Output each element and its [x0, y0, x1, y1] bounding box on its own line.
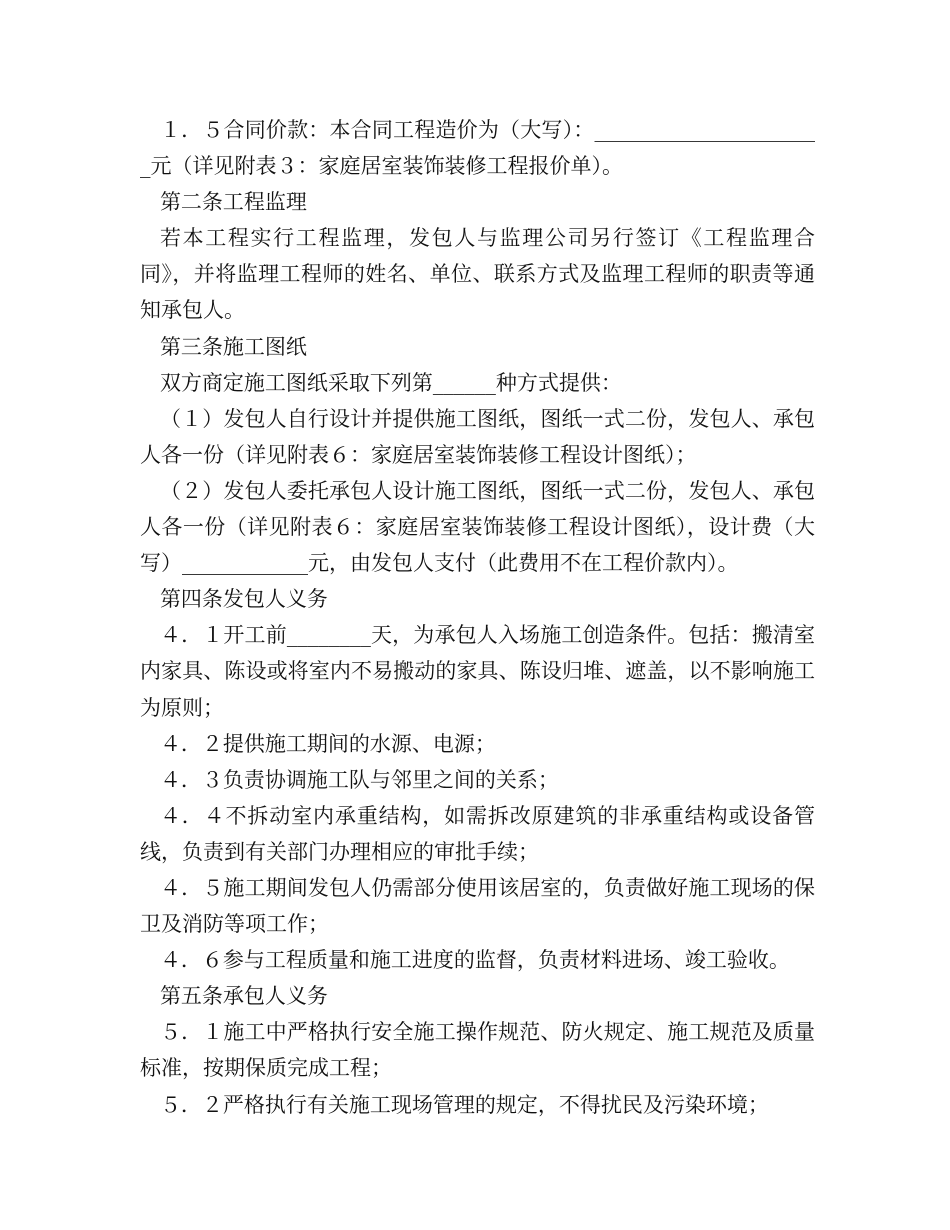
clause-1-5-contract-price: １．５合同价款：本合同工程造价为（大写）：______________________元（详见附表３：家庭居室装饰装修工程报价单）。: [140, 118, 815, 179]
article-3-option-1: （１）发包人自行设计并提供施工图纸，图纸一式二份，发包人、承包人各一份（详见附表６：家庭居室装饰装修工程设计图纸）；: [140, 406, 815, 467]
clause-4-5: ４．５施工期间发包人仍需部分使用该居室的，负责做好施工现场的保卫及消防等项工作；: [140, 875, 815, 937]
clause-5-2: ５．２严格执行有关施工现场管理的规定，不得扰民及污染环境；: [159, 1092, 769, 1117]
article-4-heading: 第四条发包人义务: [159, 587, 328, 612]
article-3-option-2: （２）发包人委托承包人设计施工图纸，图纸一式二份，发包人、承包人各一份（详见附表６：家庭居室装饰装修工程设计图纸），设计费（大写）____________元，由发包人支付（此费用不在工程价款内）。: [140, 478, 815, 576]
clause-4-4: ４．４不拆动室内承重结构，如需拆改原建筑的非承重结构或设备管线，负责到有关部门办理相应的审批手续；: [140, 803, 815, 864]
clause-4-1: ４．１开工前________天，为承包人入场施工创造条件。包括：搬清室内家具、陈设或将室内不易搬动的家具、陈设归堆、遮盖，以不影响施工为原则；: [140, 623, 815, 720]
clause-4-3: ４．３负责协调施工队与邻里之间的关系；: [159, 767, 559, 792]
clause-4-2: ４．２提供施工期间的水源、电源；: [159, 731, 496, 756]
clause-4-6: ４．６参与工程质量和施工进度的监督，负责材料进场、竣工验收。: [159, 948, 790, 973]
clause-5-1: ５．１施工中严格执行安全施工操作规范、防火规定、施工规范及质量标准，按期保质完成工程；: [140, 1020, 815, 1081]
article-5-heading: 第五条承包人义务: [159, 984, 328, 1009]
contract-text: [140, 112, 815, 1123]
article-2-supervision-text: 若本工程实行工程监理，发包人与监理公司另行签订《工程监理合同》，并将监理工程师的姓名、单位、联系方式及监理工程师的职责等通知承包人。: [140, 226, 815, 323]
article-3-method-text: 双方商定施工图纸采取下列第______种方式提供：: [159, 370, 622, 395]
article-3-heading: 第三条施工图纸: [159, 334, 307, 359]
article-2-heading: 第二条工程监理: [159, 190, 307, 215]
